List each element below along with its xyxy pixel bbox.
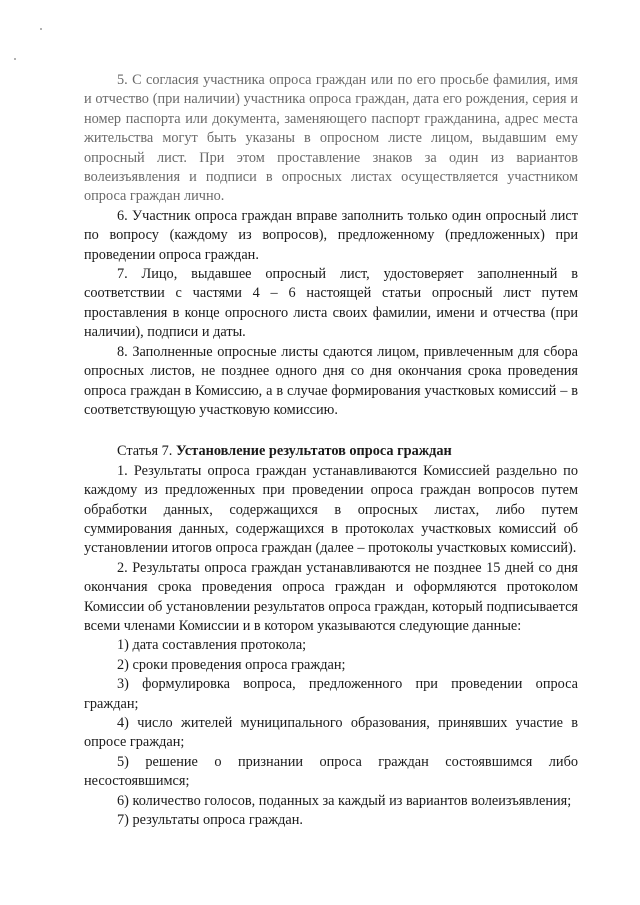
paragraph-7: 7. Лицо, выдавшее опросный лист, удостоверяет заполненный в соответствии с частями 4 – 6 настоящей статьи опросный лист путем проставления в конце опросного листа своих фамилии, имени и отчества (при наличии), подписи и даты. <box>84 266 578 341</box>
article7-paragraph-2: 2. Результаты опроса граждан устанавливаются не позднее 15 дней со дня окончания срока проведения опроса граждан и оформляются протоколом Комиссии об установлении результатов опроса граждан, который подписывается всеми членами Комиссии и в котором указываются следующие данные: <box>84 559 578 634</box>
list-item-5: 5) решение о признании опроса граждан состоявшимся либо несостоявшимся; <box>84 753 578 790</box>
list-item-2: 2) сроки проведения опроса граждан; <box>117 656 346 673</box>
paragraph-6: 6. Участник опроса граждан вправе заполнить только один опросный лист по вопросу (каждому из вопросов), предложенному (предложенных) при проведении опроса граждан. <box>84 207 578 263</box>
paragraph-5: 5. С согласия участника опроса граждан или по его просьбе фамилия, имя и отчество (при наличии) участника опроса граждан, дата его рождения, серия и номер паспорта или документа, заменяющего паспорт гражданина, адрес места жительства могут быть указаны в опросном листе лицом, выдавшим ему опросный лист. При этом проставление знаков за один из вариантов волеизъявления и подписи в опросных листах осуществляется участником опроса граждан лично. <box>84 72 578 205</box>
scan-speck <box>14 58 16 60</box>
paragraph-8: 8. Заполненные опросные листы сдаются лицом, привлеченным для сбора опросных листов, не позднее одного дня со дня окончания срока проведения опроса граждан в Комиссию, а в случае формирования участковых комиссий – в соответствующую участковую комиссию. <box>84 343 578 418</box>
article7-paragraph-1: 1. Результаты опроса граждан устанавливаются Комиссией раздельно по каждому из предложенных при проведении опроса граждан вопросов путем обработки данных, содержащихся в опросных листах, либо путем суммирования данных, содержащихся в протоколах участковых комиссий об установлении итогов опроса граждан (далее – протоколы участковых комиссий). <box>84 462 578 557</box>
list-item-6: 6) количество голосов, поданных за каждый из вариантов волеизъявления; <box>117 792 572 809</box>
list-item-7: 7) результаты опроса граждан. <box>117 812 303 829</box>
article-title: Установление результатов опроса граждан <box>175 443 452 460</box>
section-gap <box>84 420 578 442</box>
list-item-3: 3) формулировка вопроса, предложенного при проведении опроса граждан; <box>84 676 578 712</box>
article-number: Статья 7. <box>117 443 176 460</box>
article-heading <box>84 442 578 461</box>
list-item-4: 4) число жителей муниципального образования, принявших участие в опросе граждан; <box>84 715 578 751</box>
list-item-1: 1) дата составления протокола; <box>117 637 307 654</box>
scan-speck <box>40 28 42 30</box>
